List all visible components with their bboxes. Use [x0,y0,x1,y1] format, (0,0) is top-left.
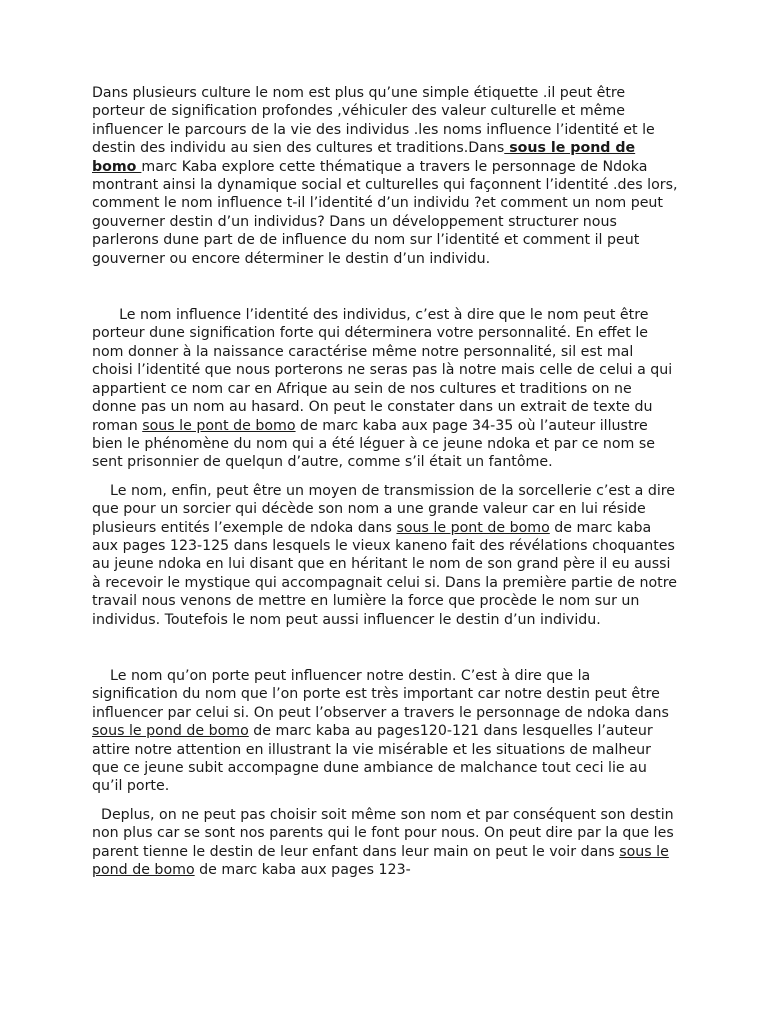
paragraph-parents [92,806,678,880]
text-segment: de marc kaba aux pages 123-125 dans lesquels le vieux kaneno fait des révélations choquantes au jeune ndoka en lui disant que en héritant le nom de son grand père il eu aussi à recevoir le mystique qui accompagnait celui si. Dans la première partie de notre travail nous venons de mettre en lumière la force que procède le nom sur un individus. Toutefois le nom peut aussi influencer le destin d’un individu. [92,519,677,628]
text-segment: de marc kaba aux page 34-35 où l’auteur illustre bien le phénomène du nom qui a été léguer à ce jeune ndoka et par ce nom se sent prisonnier de quelqun d’autre, comme s’il était un fantôme. [92,417,655,471]
book-title: sous le pond de bomo [92,140,636,175]
paragraph-introduction [92,84,678,268]
paragraph-destiny [92,667,678,796]
indent [92,807,101,823]
text-segment: de marc kaba aux pages 123- [194,862,411,879]
text-segment: Le nom influence l’identité des individus, c’est à dire que le nom peut être porteur dune signification forte qui déterminera votre personnalité. En effet le nom donner à la naissance caractérise même notre personnalité, sil est mal choisi l’identité que nous porterons ne seras pas là notre mais celle de celui a qui appartient ce nom car en Afrique au sein de nos cultures et traditions on ne donne pas un nom au hasard. On peut le constater dans un extrait de texte du roman [92,307,673,434]
book-title: sous le pont de bomo [142,417,296,434]
text-segment: Dans plusieurs culture le nom est plus qu’une simple étiquette .il peut être porteur de signification profondes ,véhiculer des valeur culturelle et même influencer le parcours de la vie des individus .les noms influence l’identité et le destin des individu au sien des cultures et traditions.Dans [92,85,655,157]
text-segment: Le nom qu’on porte peut influencer notre destin. C’est à dire que la signification du nom que l’on porte est très important car notre destin peut être influencer par celui si. On peut l’observer a travers le personnage de ndoka dans [92,667,669,721]
text-segment: Deplus, on ne peut pas choisir soit même son nom et par conséquent son destin non plus car se sont nos parents qui le font pour nous. On peut dire par la que les parent tienne le destin de leur enfant dans leur main on peut le voir dans [92,806,674,860]
book-title: sous le pond de bomo [92,843,669,879]
text-segment: Le nom, enfin, peut être un moyen de transmission de la sorcellerie c’est a dire que pour un sorcier qui décède son nom a une grande valeur car en lui réside plusieurs entités l’exemple de ndoka dans [92,482,676,536]
document-body [92,84,678,879]
book-title: sous le pont de bomo [396,519,550,536]
indent [92,483,110,499]
text-segment: marc Kaba explore cette thématique a travers le personnage de Ndoka montrant ainsi la dynamique social et culturelles qui façonnent l’identité .des lors, comment le nom influence t-il l’identité d’un individu ?et comment un nom peut gouverner destin d’un individus? Dans un développement structurer nous parlerons dune part de de influence du nom sur l’identité et comment il peut gouverner ou encore déterminer le destin d’un individu. [92,158,678,267]
paragraph-sorcery [92,482,678,629]
text-segment: de marc kaba au pages120-121 dans lesquelles l’auteur attire notre attention en illustrant la vie misérable et les situations de malheur que ce jeune subit accompagne dune ambiance de malchance tout ceci lie au qu’il porte. [92,723,653,795]
book-title: sous le pond de bomo [92,723,249,740]
indent [92,668,110,684]
paragraph-identity [92,306,678,472]
indent [92,307,119,323]
